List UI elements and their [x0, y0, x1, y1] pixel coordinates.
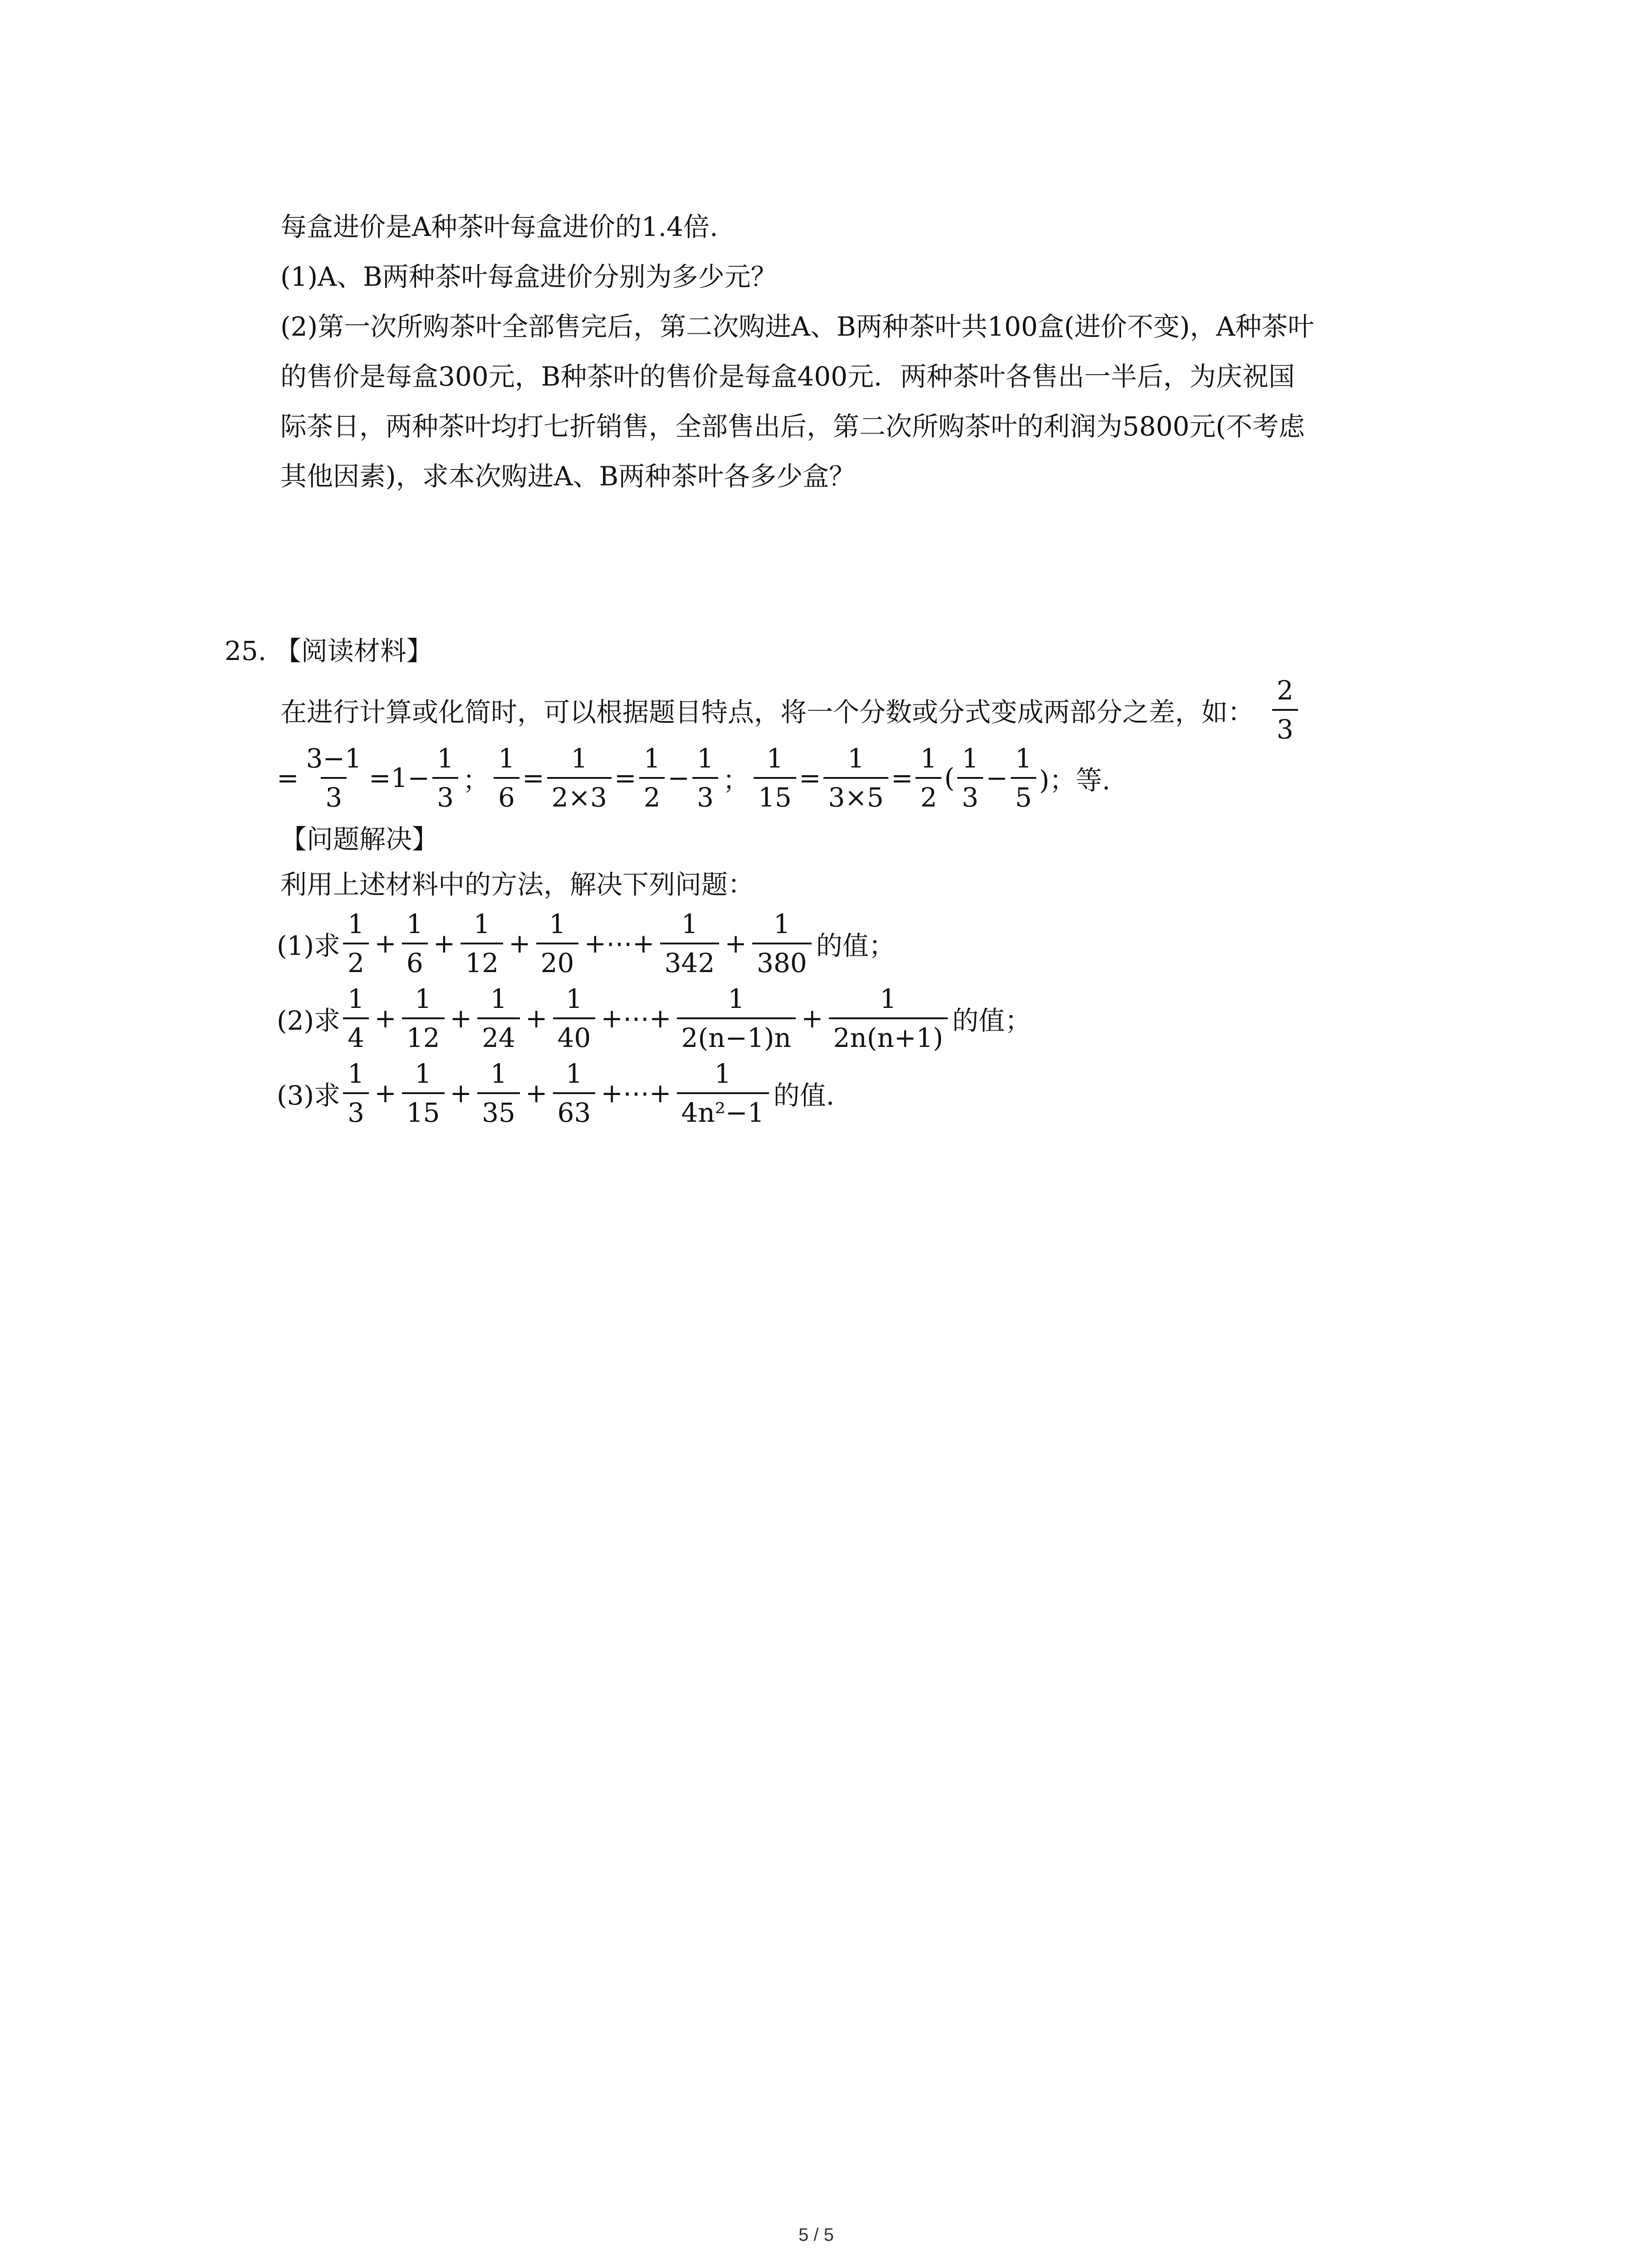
- plus-sign: +: [450, 1003, 472, 1034]
- fraction-numerator: 1: [490, 1058, 507, 1089]
- fraction-denominator: 6: [402, 943, 428, 979]
- plus-sign: +: [450, 1078, 472, 1109]
- fraction-denominator: 3: [692, 777, 718, 813]
- fraction-denominator: 24: [477, 1017, 520, 1054]
- fraction-denominator: 3×5: [823, 777, 888, 813]
- fraction-denominator: 6: [494, 777, 519, 813]
- plus-sign: +: [801, 1003, 823, 1034]
- p2-fraction-2: [402, 983, 445, 1054]
- problem-3: [277, 1050, 836, 1136]
- fraction-denominator: 12: [402, 1017, 445, 1054]
- fraction-numerator: 1: [348, 1058, 365, 1089]
- p1-fraction-6: [752, 908, 812, 979]
- fraction-numerator: 1: [847, 743, 865, 774]
- p2-fraction-1: [343, 983, 369, 1054]
- instruction-text: 利用上述材料中的方法，解决下列问题：: [280, 869, 754, 900]
- fraction-denominator: 4n²−1: [677, 1092, 769, 1129]
- fraction-numerator: 1: [348, 983, 365, 1014]
- fraction-numerator: 1: [714, 1058, 731, 1089]
- fraction-numerator: 1: [490, 983, 507, 1014]
- fraction-denominator: 40: [553, 1017, 596, 1054]
- example-fraction-1: [302, 743, 366, 813]
- fraction-numerator: 1: [415, 983, 432, 1014]
- fraction-numerator: 1: [681, 909, 698, 939]
- plus-sign: +: [374, 928, 397, 959]
- p2-fraction-3: [477, 983, 520, 1054]
- p1-fraction-2: [402, 908, 428, 979]
- minus-sign: −: [985, 763, 1008, 793]
- fraction-numerator: 1: [643, 743, 661, 774]
- fraction-denominator: 3: [321, 777, 347, 813]
- fraction-numerator: 1: [962, 743, 979, 774]
- fraction-numerator: 1: [880, 983, 897, 1014]
- close-text: )；等.: [1039, 765, 1111, 796]
- fraction-numerator: 1: [728, 983, 745, 1014]
- problem-2: [277, 975, 1033, 1061]
- p3-fraction-4: [553, 1058, 596, 1129]
- fraction-numerator: 1: [697, 743, 714, 774]
- fraction-numerator: 1: [437, 743, 454, 774]
- example-fraction-3: [494, 743, 519, 813]
- equals-sign: =: [614, 763, 637, 793]
- fraction-numerator: 1: [498, 743, 515, 774]
- example-fraction-8: [823, 743, 888, 813]
- p1-fraction-5: [660, 908, 720, 979]
- p1-fraction-3: [460, 908, 503, 979]
- q25-header: [225, 633, 433, 669]
- example-fraction-9: [916, 743, 941, 813]
- example-fraction-5: [639, 743, 665, 813]
- fraction-denominator: 2(n−1)n: [677, 1017, 796, 1054]
- fraction-denominator: 2: [343, 943, 369, 979]
- p1-fraction-4: [536, 908, 579, 979]
- q25-example-line: [277, 735, 1111, 821]
- example-term: =1−: [369, 763, 430, 793]
- fraction-numerator: 1: [549, 909, 566, 939]
- example-fraction-7: [754, 743, 796, 813]
- plus-sign: +: [725, 928, 747, 959]
- problem-suffix: 的值.: [773, 1080, 834, 1111]
- plus-sign: +: [525, 1003, 548, 1034]
- p1-fraction-1: [343, 908, 369, 979]
- fraction-denominator: 3: [432, 777, 458, 813]
- plus-sign: +: [374, 1078, 397, 1109]
- example-fraction-2: [432, 743, 458, 813]
- q24-text-line-6: 其他因素)，求本次购进A、B两种茶叶各多少盒？: [280, 461, 856, 492]
- fraction-denominator: 2×3: [547, 777, 612, 813]
- fraction-denominator: 35: [477, 1092, 520, 1129]
- example-fraction-10: [957, 743, 983, 813]
- separator: ；: [723, 765, 749, 796]
- fraction-denominator: 63: [553, 1092, 596, 1129]
- fraction-denominator: 3: [957, 777, 983, 813]
- p2-fraction-6: [829, 983, 948, 1054]
- equals-sign: =: [891, 763, 913, 793]
- question-number: 25.: [225, 635, 267, 666]
- p3-fraction-1: [343, 1058, 369, 1129]
- equals-sign: =: [798, 763, 821, 793]
- problem-label: (2)求: [277, 1005, 341, 1036]
- ellipsis-sum: +⋯+: [601, 1078, 671, 1109]
- equals-sign: =: [522, 763, 544, 793]
- fraction-denominator: 2: [916, 777, 941, 813]
- fraction-numerator: 1: [571, 743, 588, 774]
- fraction-denominator: 3: [343, 1092, 369, 1129]
- q24-text-line-3: (2)第一次所购茶叶全部售完后，第二次购进A、B两种茶叶共100盒(进价不变)，A种茶叶: [280, 311, 1314, 342]
- q24-text-line-1: 每盒进价是A种茶叶每盒进价的1.4倍.: [280, 211, 718, 242]
- p3-fraction-3: [477, 1058, 520, 1129]
- separator: ；: [463, 765, 490, 796]
- problem-label: (1)求: [277, 930, 341, 961]
- p3-fraction-2: [402, 1058, 445, 1129]
- fraction-denominator: 12: [460, 943, 503, 979]
- fraction-numerator: 1: [406, 909, 423, 939]
- p3-fraction-5: [677, 1058, 769, 1129]
- problem-suffix: 的值；: [952, 1005, 1031, 1036]
- page-number: 5 / 5: [798, 2225, 834, 2245]
- fraction-numerator: 1: [565, 1058, 583, 1089]
- ellipsis-sum: +⋯+: [601, 1003, 671, 1034]
- fraction-numerator: 1: [565, 983, 583, 1014]
- fraction-numerator: 1: [415, 1058, 432, 1089]
- problem-label: (3)求: [277, 1080, 341, 1111]
- fraction-numerator: 2: [1277, 675, 1293, 706]
- problem-1: [277, 900, 897, 987]
- equals-sign: =: [277, 763, 299, 793]
- problem-suffix: 的值；: [816, 930, 895, 961]
- example-fraction-11: [1011, 743, 1037, 813]
- fraction-denominator: 342: [660, 943, 720, 979]
- example-fraction-4: [547, 743, 612, 813]
- section-heading-solve: 【问题解决】: [280, 824, 439, 855]
- fraction-denominator: 3: [1272, 709, 1298, 745]
- p2-fraction-4: [553, 983, 596, 1054]
- section-heading-reading: 【阅读材料】: [274, 635, 433, 666]
- fraction-numerator: 3−1: [306, 743, 362, 774]
- fraction-numerator: 1: [1015, 743, 1032, 774]
- ellipsis-sum: +⋯+: [584, 928, 655, 959]
- q24-text-line-5: 际茶日，两种茶叶均打七折销售，全部售出后，第二次所购茶叶的利润为5800元(不考虑: [280, 411, 1305, 442]
- plus-sign: +: [525, 1078, 548, 1109]
- minus-sign: −: [667, 763, 690, 793]
- open-paren: (: [944, 763, 955, 793]
- plus-sign: +: [374, 1003, 397, 1034]
- intro-fraction: [1272, 675, 1298, 745]
- q24-text-line-2: (1)A、B两种茶叶每盒进价分别为多少元？: [280, 261, 777, 292]
- plus-sign: +: [433, 928, 456, 959]
- intro-text: 在进行计算或化简时，可以根据题目特点，将一个分数或分式变成两部分之差，如：: [280, 697, 1254, 728]
- fraction-denominator: 5: [1011, 777, 1037, 813]
- fraction-denominator: 15: [754, 777, 796, 813]
- fraction-denominator: 2: [639, 777, 665, 813]
- fraction-numerator: 1: [773, 909, 790, 939]
- q24-text-line-4: 的售价是每盒300元，B种茶叶的售价是每盒400元．两种茶叶各售出一半后，为庆祝国: [280, 361, 1295, 392]
- fraction-numerator: 1: [348, 909, 365, 939]
- p2-fraction-5: [677, 983, 796, 1054]
- fraction-denominator: 4: [343, 1017, 369, 1054]
- fraction-denominator: 15: [402, 1092, 445, 1129]
- fraction-denominator: 380: [752, 943, 812, 979]
- example-fraction-6: [692, 743, 718, 813]
- fraction-numerator: 1: [766, 743, 784, 774]
- plus-sign: +: [509, 928, 531, 959]
- fraction-numerator: 1: [473, 909, 490, 939]
- fraction-denominator: 2n(n+1): [829, 1017, 948, 1054]
- fraction-denominator: 20: [536, 943, 579, 979]
- fraction-numerator: 1: [920, 743, 937, 774]
